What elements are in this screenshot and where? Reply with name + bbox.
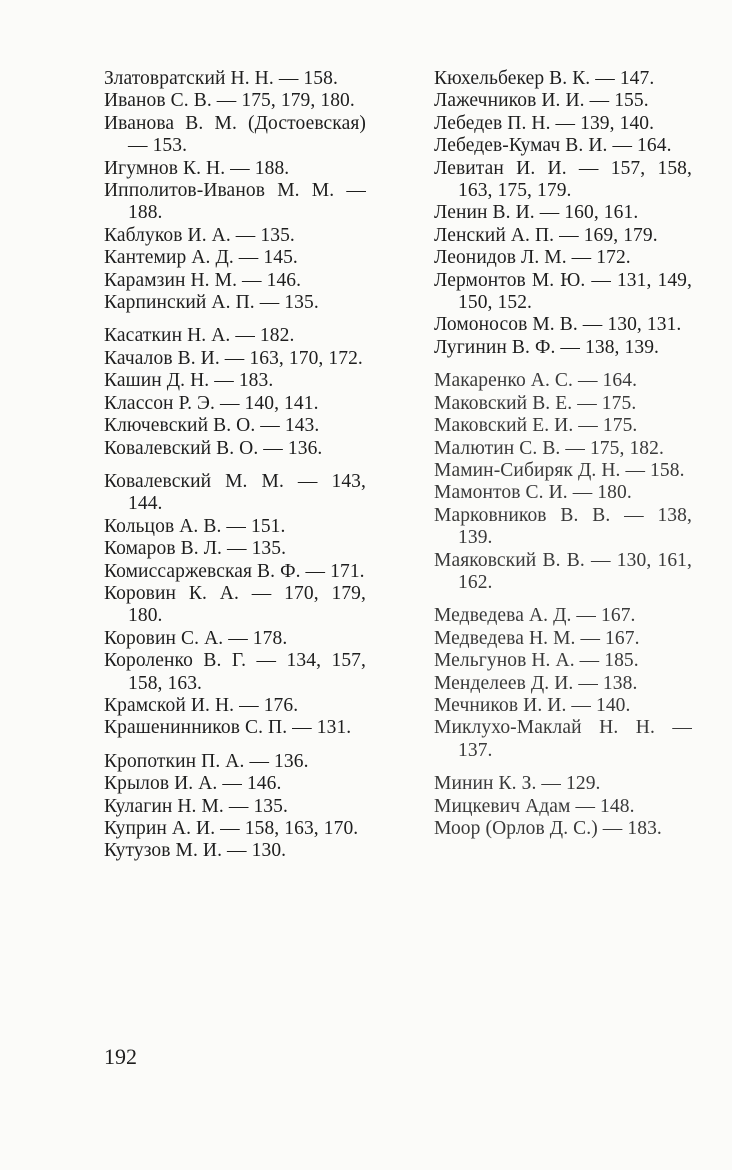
index-entry: Маковский В. Е. — 175. <box>434 392 637 414</box>
index-entry: Мельгунов Н. А. — 185. <box>434 650 639 672</box>
index-entry: Касаткин Н. А. — 182. <box>104 325 295 347</box>
index-column-left <box>104 68 366 863</box>
index-entry: Лебедев-Кумач В. И. — 164. <box>434 135 672 157</box>
index-entry: Ленин В. И. — 160, 161. <box>434 202 639 224</box>
index-entry: Лебедев П. Н. — 139, 140. <box>434 112 655 134</box>
index-entry: Крашенинников С. П. — 131. <box>104 717 352 739</box>
index-entry: Качалов В. И. — 163, 170, 172. <box>104 347 363 369</box>
index-entry: Леонидов Л. М. — 172. <box>434 247 631 269</box>
index-entry: Кашин Д. Н. — 183. <box>104 370 274 392</box>
index-entry: Кантемир А. Д. — 145. <box>104 247 298 269</box>
index-entry: Медведева А. Д. — 167. <box>434 605 636 627</box>
index-entry: Минин К. З. — 129. <box>434 773 601 795</box>
index-entry: Иванова В. М. (Достоевская) — 153. <box>104 112 366 157</box>
index-entry: Ковалевский В. О. — 136. <box>104 437 323 459</box>
page-number: 192 <box>104 1044 137 1069</box>
index-entry: Ковалевский М. М. — 143, 144. <box>104 470 366 515</box>
index-entry: Кольцов А. В. — 151. <box>104 515 286 537</box>
index-entry: Макаренко А. С. — 164. <box>434 370 638 392</box>
index-entry: Моор (Орлов Д. С.) — 183. <box>434 818 662 839</box>
index-entry: Иванов С. В. — 175, 179, 180. <box>104 90 355 112</box>
index-entry: Лажечников И. И. — 155. <box>434 90 649 112</box>
index-entry: Мамин-Сибиряк Д. Н. — 158. <box>434 459 685 481</box>
index-entry: Короленко В. Г. — 134, 157, 158, 163. <box>104 650 366 694</box>
index-entry: Классон Р. Э. — 140, 141. <box>104 392 319 414</box>
index-entry: Комаров В. Л. — 135. <box>104 538 287 560</box>
index-entry: Миклухо-Маклай Н. Н. — 137. <box>434 717 692 761</box>
index-entry: Кутузов М. И. — 130. <box>104 840 287 862</box>
index-entry: Кропоткин П. А. — 136. <box>104 750 309 772</box>
index-entry: Комиссаржевская В. Ф. — 171. <box>104 560 365 582</box>
index-entry: Каблуков И. А. — 135. <box>104 224 295 246</box>
index-entry: Крылов И. А. — 146. <box>104 773 282 795</box>
index-entry: Карамзин Н. М. — 146. <box>104 269 302 291</box>
index-column-right <box>434 68 692 840</box>
index-entry: Карпинский А. П. — 135. <box>104 292 319 314</box>
index-entry: Ключевский В. О. — 143. <box>104 415 320 437</box>
index-entry: Мамонтов С. И. — 180. <box>434 482 632 504</box>
index-entry: Маковский Е. И. — 175. <box>434 415 638 437</box>
index-entry: Коровин К. А. — 170, 179, 180. <box>104 582 366 627</box>
index-entry: Коровин С. А. — 178. <box>104 627 288 649</box>
index-entry: Ипполитов-Иванов М. М. — 188. <box>104 180 366 224</box>
index-entry: Лугинин В. Ф. — 138, 139. <box>434 336 660 358</box>
index-entry: Игумнов К. Н. — 188. <box>104 157 290 179</box>
index-entry: Маяковский В. В. — 130, 161, 162. <box>434 549 692 593</box>
index-entry: Ленский А. П. — 169, 179. <box>434 224 658 246</box>
index-entry: Левитан И. И. — 157, 158, 163, 175, 179. <box>434 157 692 202</box>
index-entry: Ломоносов М. В. — 130, 131. <box>434 314 682 336</box>
index-entry: Златовратский Н. Н. — 158. <box>104 68 338 89</box>
index-entry: Кюхельбекер В. К. — 147. <box>434 68 655 89</box>
index-entry: Мечников И. И. — 140. <box>434 694 631 716</box>
index-entry: Лермонтов М. Ю. — 131, 149, 150, 152. <box>434 269 692 314</box>
index-entry: Медведева Н. М. — 167. <box>434 627 640 649</box>
index-entry: Марковников В. В. — 138, 139. <box>434 504 692 549</box>
index-entry: Куприн А. И. — 158, 163, 170. <box>104 818 359 839</box>
index-entry: Малютин С. В. — 175, 182. <box>434 437 664 459</box>
index-entry: Мицкевич Адам — 148. <box>434 795 635 817</box>
index-entry: Кулагин Н. М. — 135. <box>104 795 288 817</box>
index-entry: Менделеев Д. И. — 138. <box>434 672 638 694</box>
index-entry: Крамской И. Н. — 176. <box>104 694 299 716</box>
